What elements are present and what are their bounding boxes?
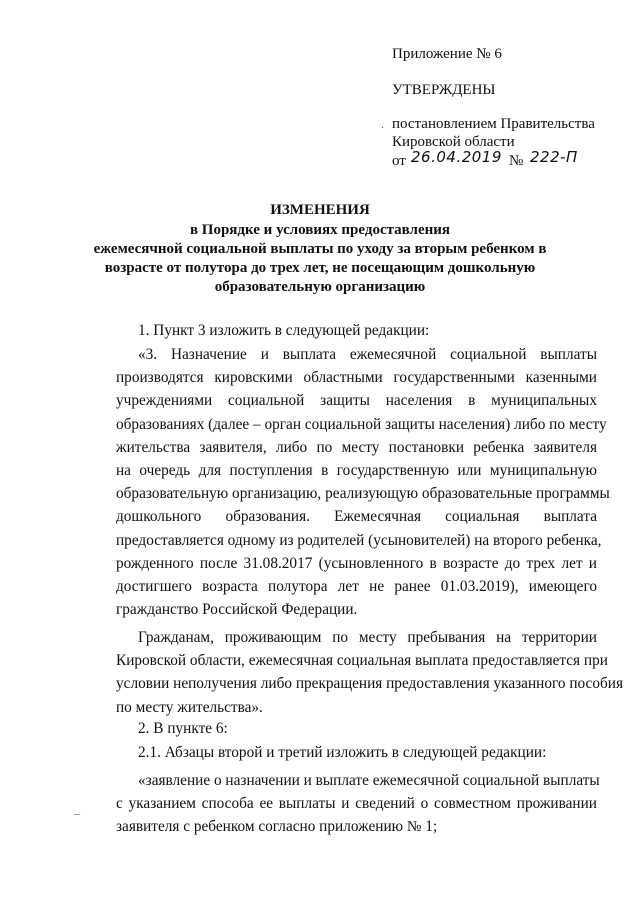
paragraph-2-line: дошкольного образования. Ежемесячная социальная выплата xyxy=(116,508,597,526)
paragraph-2-line: предоставляется одному из родителей (усыновителей) на второго ребенка, xyxy=(116,531,602,549)
paragraph-2-line: на очередь для поступления в государственную или муниципальную xyxy=(116,462,597,480)
paragraph-6-line: с указанием способа ее выплаты и сведений о совместном проживании xyxy=(116,795,597,813)
paragraph-6-line: «заявление о назначении и выплате ежемесячной социальной выплаты xyxy=(138,772,600,789)
decree-line-2: Кировской области xyxy=(392,134,515,150)
paragraph-2-line: образованиях (далее – орган социальной защиты населения) либо по месту xyxy=(116,415,607,433)
date-prefix: от xyxy=(392,153,406,169)
handwritten-date: 26.04.2019 xyxy=(411,148,502,166)
margin-dot: . xyxy=(381,117,384,131)
paragraph-6-line: заявителя с ребенком согласно приложению № 1; xyxy=(116,818,438,836)
paragraph-3-line: по месту жительства». xyxy=(116,698,263,716)
paragraph-2-line: гражданство Российской Федерации. xyxy=(116,601,358,619)
appendix-label: Приложение № 6 xyxy=(392,46,502,62)
paragraph-1: 1. Пункт 3 изложить в следующей редакции: xyxy=(138,322,430,339)
paragraph-2 xyxy=(116,343,610,621)
margin-mark: – xyxy=(74,806,80,820)
paragraph-3-line: Гражданам, проживающим по месту пребывания на территории xyxy=(138,629,597,646)
paragraph-2-line: производятся кировскими областными государственными казенными xyxy=(116,369,597,387)
approved-label: УТВЕРЖДЕНЫ xyxy=(392,82,496,98)
paragraph-2-line: образовательную организацию, реализующую образовательные программы xyxy=(116,485,610,503)
title-line-3: возрасте от полутора до трех лет, не посещающим дошкольную xyxy=(104,260,536,276)
paragraph-2-line: рожденного после 31.08.2017 (усыновленного в возрасте до трех лет и xyxy=(116,554,597,572)
number-prefix: № xyxy=(509,153,524,169)
paragraph-2-line: достигшего возраста полутора лет не ранее 01.03.2019), имеющего xyxy=(116,578,597,596)
handwritten-number: 222-П xyxy=(530,148,578,166)
paragraph-6 xyxy=(116,769,600,839)
paragraph-3-line: Кировской области, ежемесячная социальная выплата предоставляется при xyxy=(116,652,608,670)
decree-line-1: постановлением Правительства xyxy=(392,116,595,132)
paragraph-3 xyxy=(116,626,623,719)
title-line-2: ежемесячной социальной выплаты по уходу за вторым ребенком в xyxy=(93,241,547,257)
paragraph-2-line: учреждениями социальной защиты населения в муниципальных xyxy=(116,392,597,410)
document-heading: ИЗМЕНЕНИЯ xyxy=(270,202,370,218)
title-line-4: образовательную организацию xyxy=(214,279,426,295)
paragraph-5: 2.1. Абзацы второй и третий изложить в следующей редакции: xyxy=(138,744,547,761)
paragraph-2-line: «3. Назначение и выплата ежемесячной социальной выплаты xyxy=(138,346,597,363)
paragraph-4: 2. В пункте 6: xyxy=(138,720,228,737)
title-line-1: в Порядке и условиях предоставления xyxy=(189,222,451,238)
paragraph-3-line: условии неполучения либо прекращения предоставления указанного пособия xyxy=(116,675,623,693)
paragraph-2-line: жительства заявителя, либо по месту постановки ребенка заявителя xyxy=(116,438,597,456)
